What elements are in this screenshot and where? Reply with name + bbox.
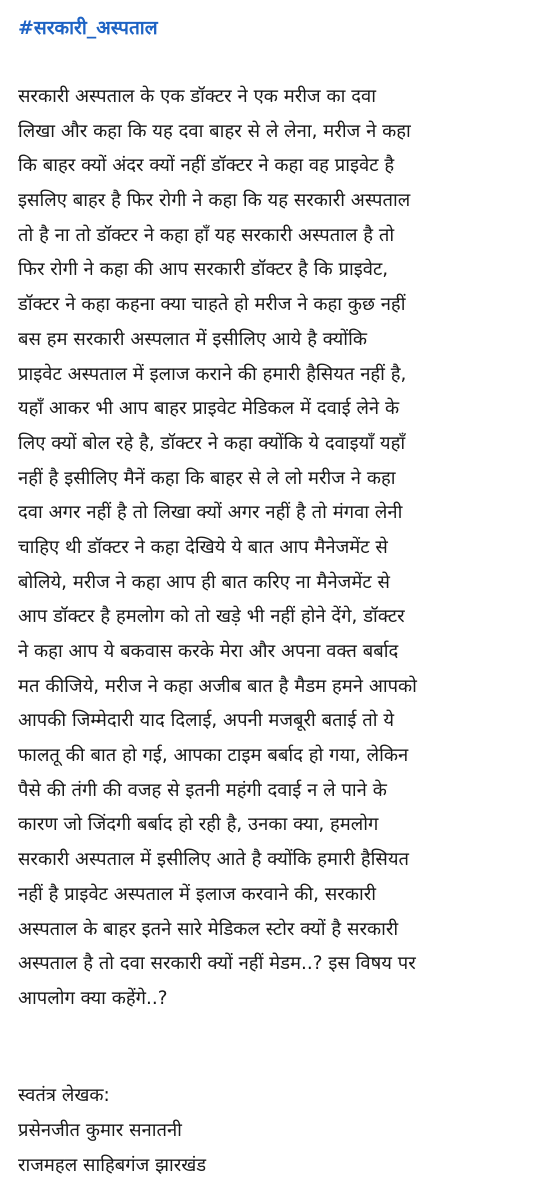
body-line: तो है ना तो डॉक्टर ने कहा हाँ यह सरकारी अस्पताल है तो [18,224,395,246]
author-signature [18,1078,548,1183]
author-location: राजमहल साहिबगंज झारखंड [18,1155,207,1176]
body-line: फिर रोगी ने कहा की आप सरकारी डॉक्टर है कि प्राइवेट, [18,259,389,281]
signature-label: स्वतंत्र लेखक: [18,1085,110,1106]
body-line: नहीं है प्राइवेट अस्पताल में इलाज करवाने की, सरकारी [18,883,376,905]
post-body [18,80,548,1017]
hashtag-link[interactable]: #सरकारी_अस्पताल [18,17,158,39]
body-line: ने कहा आप ये बकवास करके मेरा और अपना वक्त बर्बाद [18,641,399,662]
body-line: सरकारी अस्पताल में इसीलिए आते है क्योंकि हमारी हैसियत [18,849,410,871]
body-line: लिए क्यों बोल रहे है, डॉक्टर ने कहा क्योंकि ये दवाइयाँ यहाँ [18,432,406,454]
body-line: आप डॉक्टर है हमलोग को तो खड़े भी नहीं होने देंगे, डॉक्टर [18,606,405,628]
body-line: नहीं है इसीलिए मैनें कहा कि बाहर से ले लो मरीज ने कहा [18,467,396,489]
body-line: कारण जो जिंदगी बर्बाद हो रही है, उनका क्या, हमलोग [18,814,379,836]
body-line: बोलिये, मरीज ने कहा आप ही बात करिए ना मैनेजमेंट से [18,571,390,593]
body-line: चाहिए थी डॉक्टर ने कहा देखिये ये बात आप मैनेजमेंट से [18,536,388,558]
body-line: आपकी जिम्मेदारी याद दिलाई, अपनी मजबूरी बताई तो ये [18,710,395,732]
body-line: इसलिए बाहर है फिर रोगी ने कहा कि यह सरकारी अस्पताल [18,190,411,212]
body-line: डॉक्टर ने कहा कहना क्या चाहते हो मरीज ने कहा कुछ नहीं [18,294,406,316]
body-line: यहाँ आकर भी आप बाहर प्राइवेट मेडिकल में दवाई लेने के [18,398,400,420]
body-line: कि बाहर क्यों अंदर क्यों नहीं डॉक्टर ने कहा वह प्राइवेट है [18,155,395,177]
body-line: प्राइवेट अस्पताल में इलाज कराने की हमारी हैसियत नहीं है, [18,363,407,385]
body-line: अस्पताल है तो दवा सरकारी क्यों नहीं मेडम..? इस विषय पर [18,953,416,975]
body-line: सरकारी अस्पताल के एक डॉक्टर ने एक मरीज का दवा [18,86,377,107]
body-line: आपलोग क्या कहेंगे..? [18,987,168,1009]
body-line: फालतू की बात हो गई, आपका टाइम बर्बाद हो गया, लेकिन [18,745,409,767]
body-line: दवा अगर नहीं है तो लिखा क्यों अगर नहीं है तो मंगवा लेनी [18,502,403,524]
body-line: अस्पताल के बाहर इतने सारे मेडिकल स्टोर क्यों है सरकारी [18,918,399,940]
body-line: बस हम सरकारी अस्पलात में इसीलिए आये है क्योंकि [18,328,367,350]
body-line: लिखा और कहा कि यह दवा बाहर से ले लेना, मरीज ने कहा [18,120,411,142]
body-line: पैसे की तंगी की वजह से इतनी महंगी दवाई न ले पाने के [18,779,387,801]
author-name: प्रसेनजीत कुमार सनातनी [18,1120,182,1141]
body-line: मत कीजिये, मरीज ने कहा अजीब बात है मैडम हमने आपको [18,675,417,697]
